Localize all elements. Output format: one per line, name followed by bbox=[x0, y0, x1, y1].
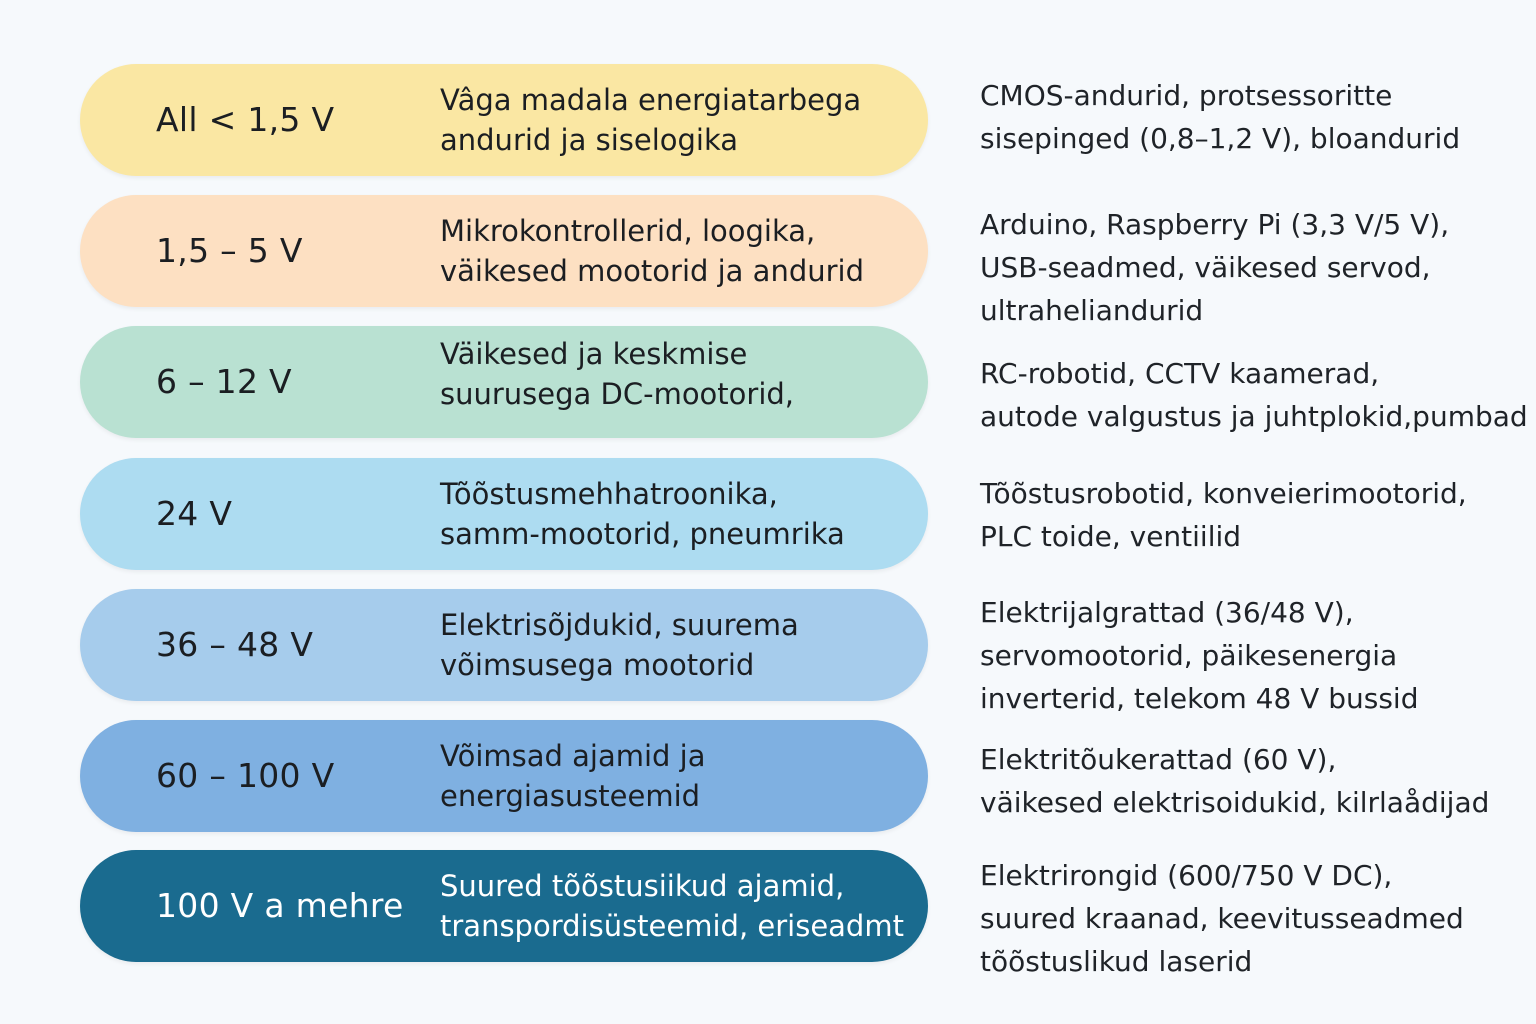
description-line: Tõõstusmehhatroonika, bbox=[440, 477, 778, 511]
example-line: suured kraanad, keevitusseadmed bbox=[980, 902, 1464, 935]
description-line: Võimsad ajamid ja bbox=[440, 739, 706, 773]
application-description bbox=[440, 850, 920, 962]
example-line: sisepinged (0,8–1,2 V), bloandurid bbox=[980, 122, 1461, 155]
description-line: andurid ja siselogika bbox=[440, 123, 739, 157]
voltage-range-label: 36 – 48 V bbox=[156, 625, 314, 664]
example-line: tõõstuslikud laserid bbox=[980, 945, 1253, 978]
voltage-range-label: 24 V bbox=[156, 494, 233, 533]
voltage-band-2 bbox=[80, 195, 928, 307]
example-line: Elektrijalgrattad (36/48 V), bbox=[980, 596, 1354, 629]
example-line: servomootorid, päikesenergia bbox=[980, 639, 1398, 672]
voltage-range-label: 100 V a mehre bbox=[156, 886, 404, 925]
voltage-range-label: 60 – 100 V bbox=[156, 756, 335, 795]
example-line: RC-robotid, CCTV kaamerad, bbox=[980, 357, 1380, 390]
description-line: Elektrisõjdukid, suurema bbox=[440, 608, 799, 642]
voltage-band-6 bbox=[80, 720, 928, 832]
examples-list bbox=[980, 854, 1520, 983]
voltage-range-label: 6 – 12 V bbox=[156, 362, 292, 401]
description-line: võimsusega mootorid bbox=[440, 648, 755, 682]
application-description bbox=[440, 64, 920, 176]
example-line: Elektritõukerattad (60 V), bbox=[980, 743, 1337, 776]
description-line: Vâga madala energiatarbega bbox=[440, 83, 862, 117]
voltage-band-1 bbox=[80, 64, 928, 176]
examples-list bbox=[980, 74, 1520, 160]
voltage-band-7 bbox=[80, 850, 928, 962]
voltage-band-3 bbox=[80, 326, 928, 438]
application-description bbox=[440, 589, 920, 701]
description-line: Suured tõõstusiikud ajamid, bbox=[440, 869, 845, 903]
example-line: USB-seadmed, väikesed servod, bbox=[980, 251, 1431, 284]
example-line: inverterid, telekom 48 V bussid bbox=[980, 682, 1419, 715]
examples-list bbox=[980, 738, 1520, 824]
example-line: Elektrirongid (600/750 V DC), bbox=[980, 859, 1393, 892]
application-description bbox=[440, 195, 920, 307]
description-line: energiasusteemid bbox=[440, 779, 701, 813]
example-line: PLC toide, ventiilid bbox=[980, 520, 1242, 553]
example-line: Arduino, Raspberry Pi (3,3 V/5 V), bbox=[980, 208, 1450, 241]
examples-list bbox=[980, 591, 1520, 720]
example-line: Tõõstusrobotid, konveierimootorid, bbox=[980, 477, 1467, 510]
examples-list bbox=[980, 472, 1520, 558]
examples-list bbox=[980, 203, 1520, 332]
application-description bbox=[440, 326, 920, 438]
examples-list bbox=[980, 352, 1528, 438]
description-line: Mikrokontrollerid, loogika, bbox=[440, 214, 816, 248]
example-line: väikesed elektrisoidukid, kilrlaådijad bbox=[980, 786, 1490, 819]
description-line: väikesed mootorid ja andurid bbox=[440, 254, 864, 288]
example-line: CMOS-andurid, protsessoritte bbox=[980, 79, 1393, 112]
description-line: transpordisüsteemid, eriseadmt bbox=[440, 909, 904, 943]
application-description bbox=[440, 720, 920, 832]
voltage-range-label: 1,5 – 5 V bbox=[156, 231, 303, 270]
voltage-band-5 bbox=[80, 589, 928, 701]
description-line: Väikesed ja keskmise bbox=[440, 337, 748, 371]
description-line: suurusega DC-mootorid, bbox=[440, 377, 795, 411]
example-line: ultraheliandurid bbox=[980, 294, 1204, 327]
voltage-range-label: All < 1,5 V bbox=[156, 100, 335, 139]
description-line: samm-mootorid, pneumrika bbox=[440, 517, 845, 551]
application-description bbox=[440, 458, 920, 570]
voltage-band-4 bbox=[80, 458, 928, 570]
example-line: autode valgustus ja juhtplokid,pumbad bbox=[980, 400, 1528, 433]
